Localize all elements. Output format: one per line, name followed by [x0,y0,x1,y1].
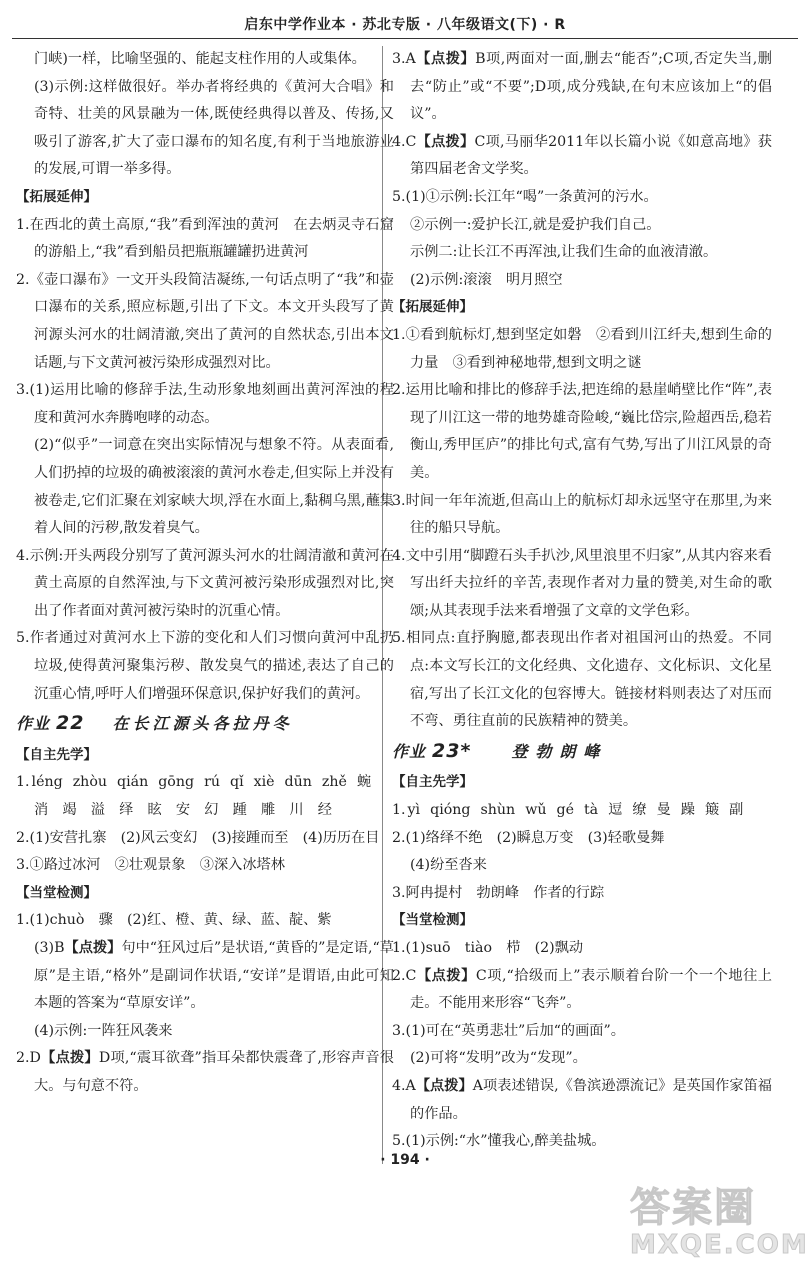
pinyin: rú [204,774,220,791]
left-column [16,46,394,1101]
answer-item: (4)纷至沓来 [410,857,487,874]
answer-item: 1.①看到航标灯,想到坚定如磐 ②看到川江纤夫,想到生命的力量 ③看到神秘地带,想到文明之谜 [392,326,772,371]
right-column [392,46,772,1156]
answer-text: 门峡)一样，比喻坚强的、能起支柱作用的人或集体。 [34,51,366,67]
hint-tag: 【点拨】 [64,940,122,956]
answer-item: 3.(1)运用比喻的修辞手法,生动形象地刻画出黄河浑浊的程度和黄河水奔腾咆哮的动态。 [16,382,394,426]
pinyin: 蜿 [356,774,372,791]
pinyin: dūn [284,774,312,791]
watermark-logo [630,1185,809,1274]
homework-name: 在长江源头各拉丹冬 [112,714,293,734]
answer-choice: 4.C [392,133,417,150]
answer-item: 3.(1)可在“英勇悲壮”后加“的画面”。 [392,1022,625,1039]
answer-item [392,129,772,184]
answer-item: 2.(1)安营扎寨 (2)风云变幻 (3)接踵而至 (4)历历在目 [16,829,380,846]
hint-text: D项,“震耳欲聋”指耳朵都快震聋了,形容声音很大。与句意不符。 [34,1050,394,1094]
section-heading-prestudy: 【自主先学】 [392,774,473,791]
section-heading-extension: 【拓展延伸】 [16,188,97,205]
answer-item: ②示例一:爱护长江,就是爱护我们自己。 [410,216,661,233]
pinyin: 曼 [656,802,671,819]
answer-item: 5.(1)①示例:长江年“喝”一条黄河的污水。 [392,188,658,205]
page-number: · 194 · [380,1152,430,1168]
pinyin: gé [556,802,574,819]
answer-item: 1.(1)suō tiào 栉 (2)飘动 [392,940,584,956]
character-line: 消 竭 溢 绎 眩 安 幻 踵 雕 川 经 [34,802,332,819]
pinyin: 逗 [608,802,623,819]
homework-label: 作业 [16,714,51,734]
homework-name: 登勃朗峰 [511,741,608,761]
answer-item: 3.阿冉提村 勃朗峰 作者的行踪 [392,884,605,901]
pinyin: zhòu [72,774,107,791]
answer-choice: 2.D [16,1050,41,1067]
answer-item: 2.《壶口瀑布》一文开头段简洁凝练,一句话点明了“我”和壶口瀑布的关系,照应标题,引出了下文。本文开头段写了黄河源头河水的壮阔清澈,突出了黄河的自然状态,引出本文话题,与下文黄河被污染形成强烈对比。 [16,271,394,371]
answer-item: 5.相同点:直抒胸臆,都表现出作者对祖国河山的热爱。不同点:本文写长江的文化经典、文化遗存、文化标识、文化星宿,写出了长江文化的包容博大。链接材料则表达了对压而不弯、勇往直前的民族精神的赞美。 [392,630,772,730]
answer-choice: 4.A [392,1077,416,1094]
answer-item: (4)示例:一阵狂风袭来 [34,1022,173,1039]
hint-text: A项表述错误,《鲁滨逊漂流记》是英国作家笛福的作品。 [410,1077,772,1122]
answer-item [392,1073,772,1128]
answer-item: 1.在西北的黄土高原,“我”看到浑浊的黄河 在去炳灵寺石窟的游船上,“我”看到船员把瓶瓶罐罐扔进黄河 [16,216,394,261]
answer-item: 4.文中引用“脚蹬石头手扒沙,风里浪里不归家”,从其内容来看写出纤夫拉纤的辛苦,表现作者对力量的赞美,对生命的歌颂;从其表现手法来看增强了文章的文学色彩。 [392,547,772,619]
answer-item: 4.示例:开头两段分别写了黄河源头河水的壮阔清澈和黄河在黄土高原的自然浑浊,与下文黄河被污染形成强烈对比,突出了作者面对黄河被污染时的沉重心情。 [16,547,394,619]
pinyin: zhě [321,774,347,791]
answer-choice: 3.A [392,51,416,67]
section-heading-test: 【当堂检测】 [392,912,473,929]
pinyin: qióng [430,802,471,819]
item-number: 1. [16,774,30,791]
pinyin: 缭 [632,802,647,819]
pinyin: wǔ [525,802,547,819]
answer-item: (2)“似乎”一词意在突出实际情况与想象不符。从表面看,人们扔掉的垃圾的确被滚滚的黄河水卷走,但实际上并没有被卷走,它们汇聚在刘家峡大坝,浮在水面上,黏稠乌黑,蘸集着人间的污秽,散发着臭气。 [34,437,394,537]
hint-text: C项,“拾级而上”表示顺着台阶一个一个地往上走。不能用来形容“飞奔”。 [410,967,772,1012]
pinyin: qián [117,774,149,791]
pinyin-line [16,769,394,797]
pinyin: 副 [729,802,744,819]
homework-number: 23* [432,739,472,762]
hint-tag: 【点拨】 [415,51,476,67]
hint-tag: 【点拨】 [40,1050,99,1067]
pinyin: léng [31,774,63,791]
answer-item [16,1045,394,1100]
answer-text: (3)示例:这样做很好。举办者将经典的《黄河大合唱》和奇特、壮美的风景融为一体,既使经典得以普及、传扬,又吸引了游客,扩大了壶口瀑布的知名度,有利于当地旅游业的发展,可谓一举多得。 [34,78,394,178]
pinyin: xiè [253,774,275,791]
answer-item: (2)示例:滚滚 明月照空 [410,271,563,288]
answer-item: 5.(1)示例:“水”懂我心,醉美盐城。 [392,1133,606,1150]
pinyin: gōng [158,774,195,791]
answer-item: 1.(1)chuò 骤 (2)红、橙、黄、绿、蓝、靛、紫 [16,912,332,929]
item-number: 1. [392,802,406,819]
answer-item: 3.①路过冰河 ②壮观景象 ③深入冰塔林 [16,857,285,874]
answer-item: 2.(1)络绎不绝 (2)瞬息万变 (3)轻歌曼舞 [392,829,665,846]
pinyin: tà [583,802,599,819]
watermark-text: 答案圈 [630,1185,756,1231]
section-heading-test: 【当堂检测】 [16,884,97,901]
answer-item [392,963,772,1018]
homework-title-22 [16,710,394,738]
hint-tag: 【点拨】 [415,1077,473,1094]
pinyin-line [392,797,772,825]
answer-item: (2)可将“发明”改为“发现”。 [410,1050,587,1067]
answer-choice: (3)B [34,940,65,956]
pinyin: 簸 [704,802,720,819]
watermark-url: MXQE.COM [630,1230,809,1260]
hint-text: B项,两面对一面,删去“能否”;C项,否定失当,删去“防止”或“不要”;D项,成分残缺,在句末应该加上“的倡议”。 [410,51,772,123]
hint-text: 句中“狂风过后”是状语,“黄昏的”是定语,“草原”是主语,“格外”是副词作状语,“安详”是谓语,由此可知本题的答案为“草原安详”。 [34,940,394,1012]
running-header: 启东中学作业本 · 苏北专版 · 八年级语文(下) · R [244,17,566,33]
section-heading-prestudy: 【自主先学】 [16,746,97,763]
answer-item: 3.时间一年年流逝,但高山上的航标灯却永远坚守在那里,为来往的船只导航。 [392,492,772,537]
answer-item: 示例二:让长江不再浑浊,让我们生命的血液清澈。 [410,244,718,261]
hint-tag: 【点拨】 [416,967,476,984]
answer-item: 5.作者通过对黄河水上下游的变化和人们习惯向黄河中乱扔垃圾,使得黄河聚集污秽、散发臭气的描述,表达了自己的沉重心情,呼吁人们增强环保意识,保护好我们的黄河。 [16,630,394,702]
hint-tag: 【点拨】 [416,133,475,150]
homework-label: 作业 [392,741,427,761]
pinyin: yì [407,802,421,819]
answer-item [16,935,394,1018]
answer-item [392,46,772,129]
header-rule [12,38,798,39]
homework-number: 22 [56,712,85,735]
pinyin: shùn [480,802,516,819]
answer-item: 2.运用比喻和排比的修辞手法,把连绵的悬崖峭壁比作“阵”,表现了川江这一带的地势雄奇险峻,“巍比岱宗,险超西岳,稳若衡山,秀甲匡庐”的排比句式,富有气势,写出了川江风景的奇美。 [392,382,772,481]
section-heading-extension: 【拓展延伸】 [392,299,473,316]
pinyin: 躁 [680,802,695,819]
pinyin: qǐ [229,774,244,791]
homework-title-23 [392,738,772,766]
answer-choice: 2.C [392,967,417,984]
hint-text: C项,马丽华2011年以长篇小说《如意高地》获第四届老舍文学奖。 [410,133,772,178]
